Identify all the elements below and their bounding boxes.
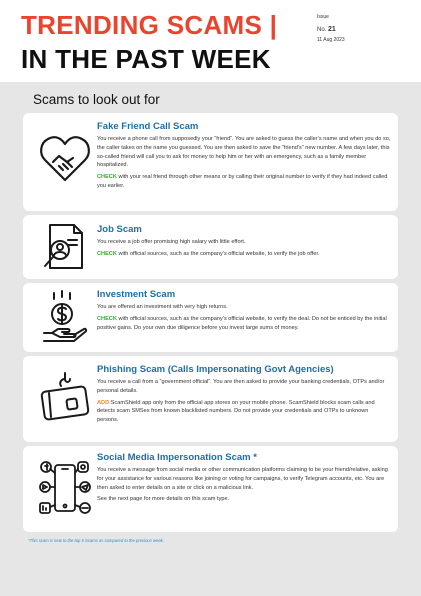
- scam-card-investment: [23, 283, 398, 352]
- card-description: You receive a phone call from supposedly your “friend”. You are asked to guess the caller’s name and when you do so, the caller takes on the name you guessed. You are then asked to save the “friend’s” new number. A few days later, this so-called friend will call you to ask for money to help him or her with an emergency, such as a family member hospitalized.: [97, 136, 391, 169]
- scam-card-job: [23, 215, 398, 279]
- card-advice: [97, 315, 391, 333]
- advice-text: ScamShield app only from the official app stores on your mobile phone. ScamShield blocks scam calls and detects scam SMSes from known blacklisted numbers. Do not provide your credentials and OTPs to unknown persons.: [97, 399, 375, 424]
- card-note: See the next page for more details on this scam type.: [97, 496, 230, 503]
- card-body: [97, 224, 391, 259]
- card-advice: [97, 399, 391, 425]
- card-description: You receive a call from a “government official”. You are then asked to provide your banking credentials, OTPs and/or personal details.: [97, 379, 385, 394]
- issue-label: Issue: [317, 14, 329, 20]
- issue-info: [317, 13, 345, 45]
- card-title: Phishing Scam (Calls Impersonating Govt Agencies): [97, 364, 334, 375]
- issue-number-value: 21: [328, 25, 336, 33]
- page-title-line2: IN THE PAST WEEK: [21, 44, 271, 74]
- heart-handshake-icon: [33, 127, 97, 191]
- page-title-line1: TRENDING SCAMS |: [21, 10, 278, 40]
- dollar-coin-hand-icon: [33, 287, 97, 347]
- card-body: [97, 452, 391, 504]
- card-description: You receive a message from social media or other communication platforms claiming to be your friend/relative, asking for your assistance for various reasons like joining or voting for campaigns, to verify Telegram accounts, etc. You are then asked to enter details on a site or click on a malicious link.: [97, 467, 388, 491]
- main-content: [0, 82, 421, 596]
- card-description: You are offered an investment with very high returns.: [97, 304, 228, 310]
- card-advice: [97, 250, 391, 259]
- issue-date: 11 Aug 2023: [317, 36, 345, 43]
- check-keyword: CHECK: [97, 250, 117, 257]
- section-title: Scams to look out for: [33, 92, 160, 107]
- scam-card-social-media: [23, 446, 398, 532]
- add-keyword: ADD: [97, 399, 110, 406]
- card-title: Investment Scam: [97, 289, 176, 300]
- social-media-phone-icon: [33, 456, 97, 522]
- card-body: [97, 289, 391, 332]
- advice-text: with official sources, such as the company’s official website, to verify the deal. Do not be enticed by the initial positive gains. Do your own due diligence before you invest large sums of money.: [97, 315, 387, 331]
- check-keyword: CHECK: [97, 174, 117, 181]
- issue-number-prefix: No.: [317, 26, 327, 33]
- header: [0, 0, 421, 82]
- phone-hook-icon: [33, 366, 97, 430]
- card-title: Fake Friend Call Scam: [97, 121, 199, 132]
- card-body: [97, 364, 391, 425]
- card-description: You receive a job offer promising high salary with little effort.: [97, 239, 246, 245]
- scam-card-fake-friend: [23, 113, 398, 211]
- advice-text: with official sources, such as the company’s official website, to verify the job offer.: [116, 250, 320, 257]
- scam-card-phishing: [23, 356, 398, 442]
- footnote: *This scam is new to the top 5 Scams as compared to the previous week.: [28, 538, 164, 543]
- issue-number: [317, 23, 345, 36]
- check-keyword: CHECK: [97, 315, 117, 322]
- card-title: Social Media Impersonation Scam *: [97, 452, 257, 463]
- card-body: [97, 121, 391, 191]
- card-title: Job Scam: [97, 224, 142, 235]
- advice-text: with your real friend through other means or by calling their original number to verify if they had indeed called you earlier.: [97, 174, 388, 189]
- card-advice: [97, 173, 391, 191]
- job-document-magnifier-icon: [33, 219, 97, 275]
